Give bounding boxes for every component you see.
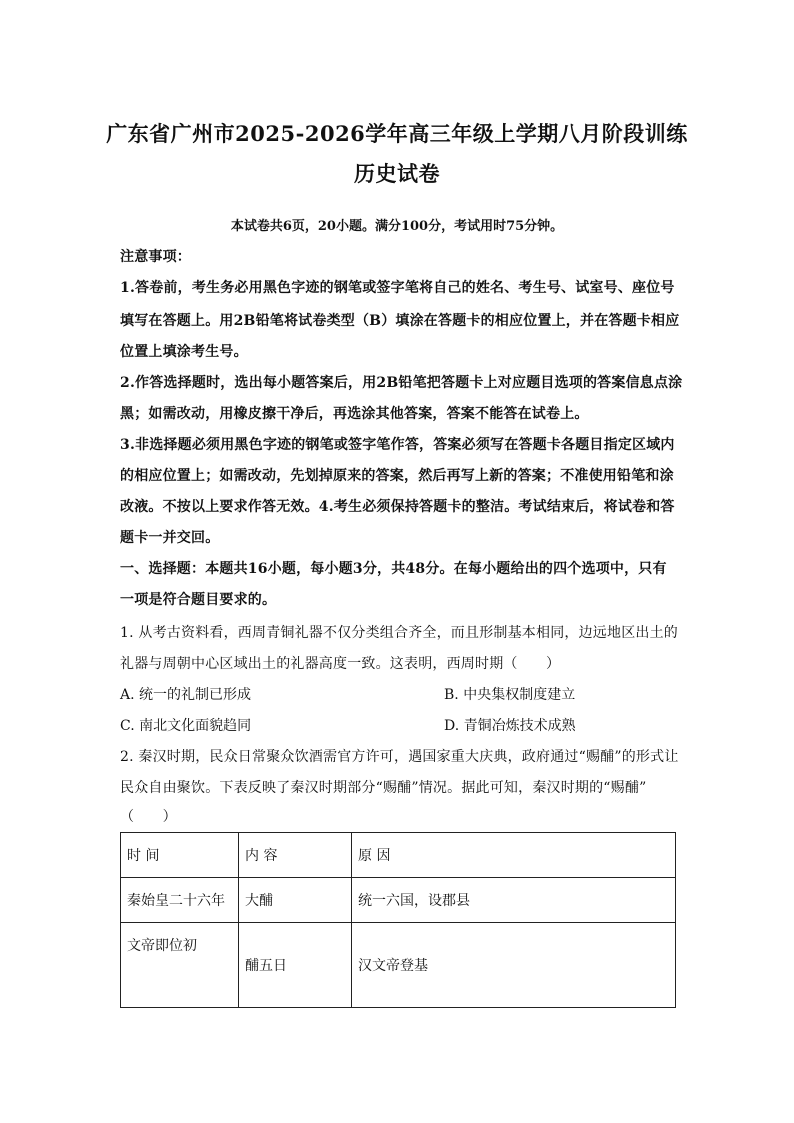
q2-table bbox=[120, 832, 676, 1008]
notice-line: 黑；如需改动，用橡皮擦干净后，再选涂其他答案，答案不能答在试卷上。 bbox=[120, 406, 589, 422]
exam-info: 本试卷共6页，20小题。满分100分，考试用时75分钟。 bbox=[230, 219, 564, 234]
q1-stem: 礼器与周朝中心区域出土的礼器高度一致。这表明，西周时期（ ） bbox=[120, 656, 561, 672]
q1-option-d: D. 青铜冶炼技术成熟 bbox=[444, 718, 576, 734]
notice-line: 3.非选择题必须用黑色字迹的钢笔或签字笔作答，答案必须写在答题卡各题目指定区域内 bbox=[120, 437, 675, 453]
table-cell: 秦始皇二十六年 bbox=[121, 878, 239, 923]
notice-line: 的相应位置上；如需改动，先划掉原来的答案，然后再写上新的答案；不准使用铅笔和涂 bbox=[120, 468, 674, 484]
exam-title: 广东省广州市2025-2026学年高三年级上学期八月阶段训练 bbox=[106, 121, 688, 146]
table-header-cell: 原 因 bbox=[352, 833, 676, 878]
notice-line: 位置上填涂考生号。 bbox=[120, 344, 248, 360]
notice-line: 填写在答题上。用2B铅笔将试卷类型（B）填涂在答题卡的相应位置上，并在答题卡相应 bbox=[120, 313, 680, 329]
q1-option-b: B. 中央集权制度建立 bbox=[444, 687, 576, 703]
table-header-row bbox=[121, 833, 676, 878]
table-cell: 文帝即位初 bbox=[121, 923, 239, 1008]
notice-heading: 注意事项： bbox=[120, 249, 191, 265]
table-row bbox=[121, 878, 676, 923]
table-cell: 统一六国，设郡县 bbox=[352, 878, 676, 923]
q1-stem: 1. 从考古资料看，西周青铜礼器不仅分类组合齐全，而且形制基本相同，边远地区出土的 bbox=[120, 625, 679, 641]
exam-subject-title: 历史试卷 bbox=[354, 161, 440, 186]
table-row bbox=[121, 923, 676, 1008]
table-cell: 汉文帝登基 bbox=[352, 923, 676, 1008]
q1-option-a: A. 统一的礼制已形成 bbox=[120, 687, 252, 703]
section-heading: 一项是符合题目要求的。 bbox=[120, 592, 277, 608]
q2-stem: （ ） bbox=[120, 809, 177, 825]
notice-line: 题卡一并交回。 bbox=[120, 530, 220, 546]
notice-line: 1.答卷前，考生务必用黑色字迹的钢笔或签字笔将自己的姓名、考生号、试室号、座位号 bbox=[120, 280, 675, 296]
notice-line: 2.作答选择题时，选出每小题答案后，用2B铅笔把答题卡上对应题目选项的答案信息点涂 bbox=[120, 375, 683, 391]
section-heading: 一、选择题：本题共16小题，每小题3分，共48分。在每小题给出的四个选项中，只有 bbox=[120, 561, 667, 577]
q2-stem: 2. 秦汉时期，民众日常聚众饮酒需官方许可，遇国家重大庆典，政府通过“赐酺”的形式让 bbox=[120, 749, 679, 765]
table-header-cell: 内 容 bbox=[239, 833, 352, 878]
table-cell: 大酺 bbox=[239, 878, 352, 923]
q2-stem: 民众自由聚饮。下表反映了秦汉时期部分“赐酺”情况。据此可知，秦汉时期的“赐酺” bbox=[120, 780, 647, 796]
q1-option-c: C. 南北文化面貌趋同 bbox=[120, 718, 252, 734]
table-cell: 酺五日 bbox=[239, 923, 352, 1008]
notice-line: 改液。不按以上要求作答无效。4.考生必须保持答题卡的整洁。考试结束后，将试卷和答 bbox=[120, 499, 675, 515]
table-header-cell: 时 间 bbox=[121, 833, 239, 878]
